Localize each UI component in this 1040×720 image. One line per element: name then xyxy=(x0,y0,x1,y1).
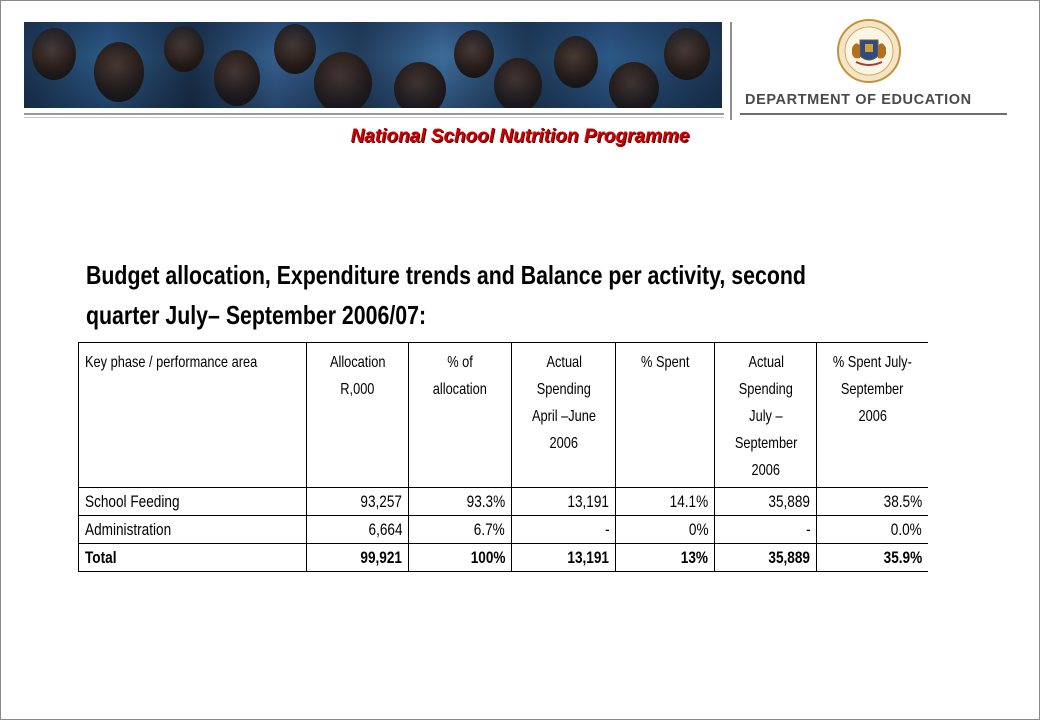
banner-rule xyxy=(24,113,724,115)
header-actual-apr-jun: Actual Spending April –June 2006 xyxy=(512,343,616,488)
cell-actual-jul-sep: 35,889 xyxy=(715,544,817,572)
budget-table xyxy=(78,342,928,572)
cell-pct-allocation: 6.7% xyxy=(409,516,512,544)
banner-rule-thin xyxy=(24,117,724,118)
header-pct-spent: % Spent xyxy=(616,343,715,488)
cell-pct-spent-jul-sep: 0.0% xyxy=(817,516,928,544)
table-header-row xyxy=(79,343,928,488)
table-row xyxy=(79,488,928,516)
cell-pct-allocation: 93.3% xyxy=(409,488,512,516)
header-pct-allocation: % of allocation xyxy=(409,343,512,488)
header-divider xyxy=(730,22,732,120)
department-name: DEPARTMENT OF EDUCATION xyxy=(745,92,972,108)
cell-allocation: 93,257 xyxy=(307,488,409,516)
cell-pct-spent: 14.1% xyxy=(616,488,715,516)
cell-actual-jul-sep: 35,889 xyxy=(715,488,817,516)
cell-actual-apr-jun: 13,191 xyxy=(512,488,616,516)
cell-area: School Feeding xyxy=(79,488,307,516)
cell-pct-allocation: 100% xyxy=(409,544,512,572)
children-banner-image xyxy=(24,22,722,108)
cell-pct-spent: 13% xyxy=(616,544,715,572)
heading-line-2: quarter July– September 2006/07: xyxy=(86,300,427,330)
cell-actual-apr-jun: 13,191 xyxy=(512,544,616,572)
cell-area: Administration xyxy=(79,516,307,544)
slide-heading xyxy=(86,255,806,335)
cell-allocation: 6,664 xyxy=(307,516,409,544)
department-rule xyxy=(740,113,1007,115)
cell-pct-spent-jul-sep: 38.5% xyxy=(817,488,928,516)
heading-line-1: Budget allocation, Expenditure trends and Balance per activity, second xyxy=(86,260,806,290)
programme-title: National School Nutrition Programme xyxy=(350,126,690,147)
gauteng-emblem-icon xyxy=(836,18,902,84)
cell-pct-spent-jul-sep: 35.9% xyxy=(817,544,928,572)
cell-pct-spent: 0% xyxy=(616,516,715,544)
cell-actual-jul-sep: - xyxy=(715,516,817,544)
table-row xyxy=(79,516,928,544)
header-actual-jul-sep: Actual Spending July – September 2006 xyxy=(715,343,817,488)
header-allocation: Allocation R,000 xyxy=(307,343,409,488)
cell-actual-apr-jun: - xyxy=(512,516,616,544)
table-total-row xyxy=(79,544,928,572)
cell-allocation: 99,921 xyxy=(307,544,409,572)
header-key-phase: Key phase / performance area xyxy=(79,343,307,488)
header-pct-spent-jul-sep: % Spent July- September 2006 xyxy=(817,343,928,488)
cell-area: Total xyxy=(79,544,307,572)
